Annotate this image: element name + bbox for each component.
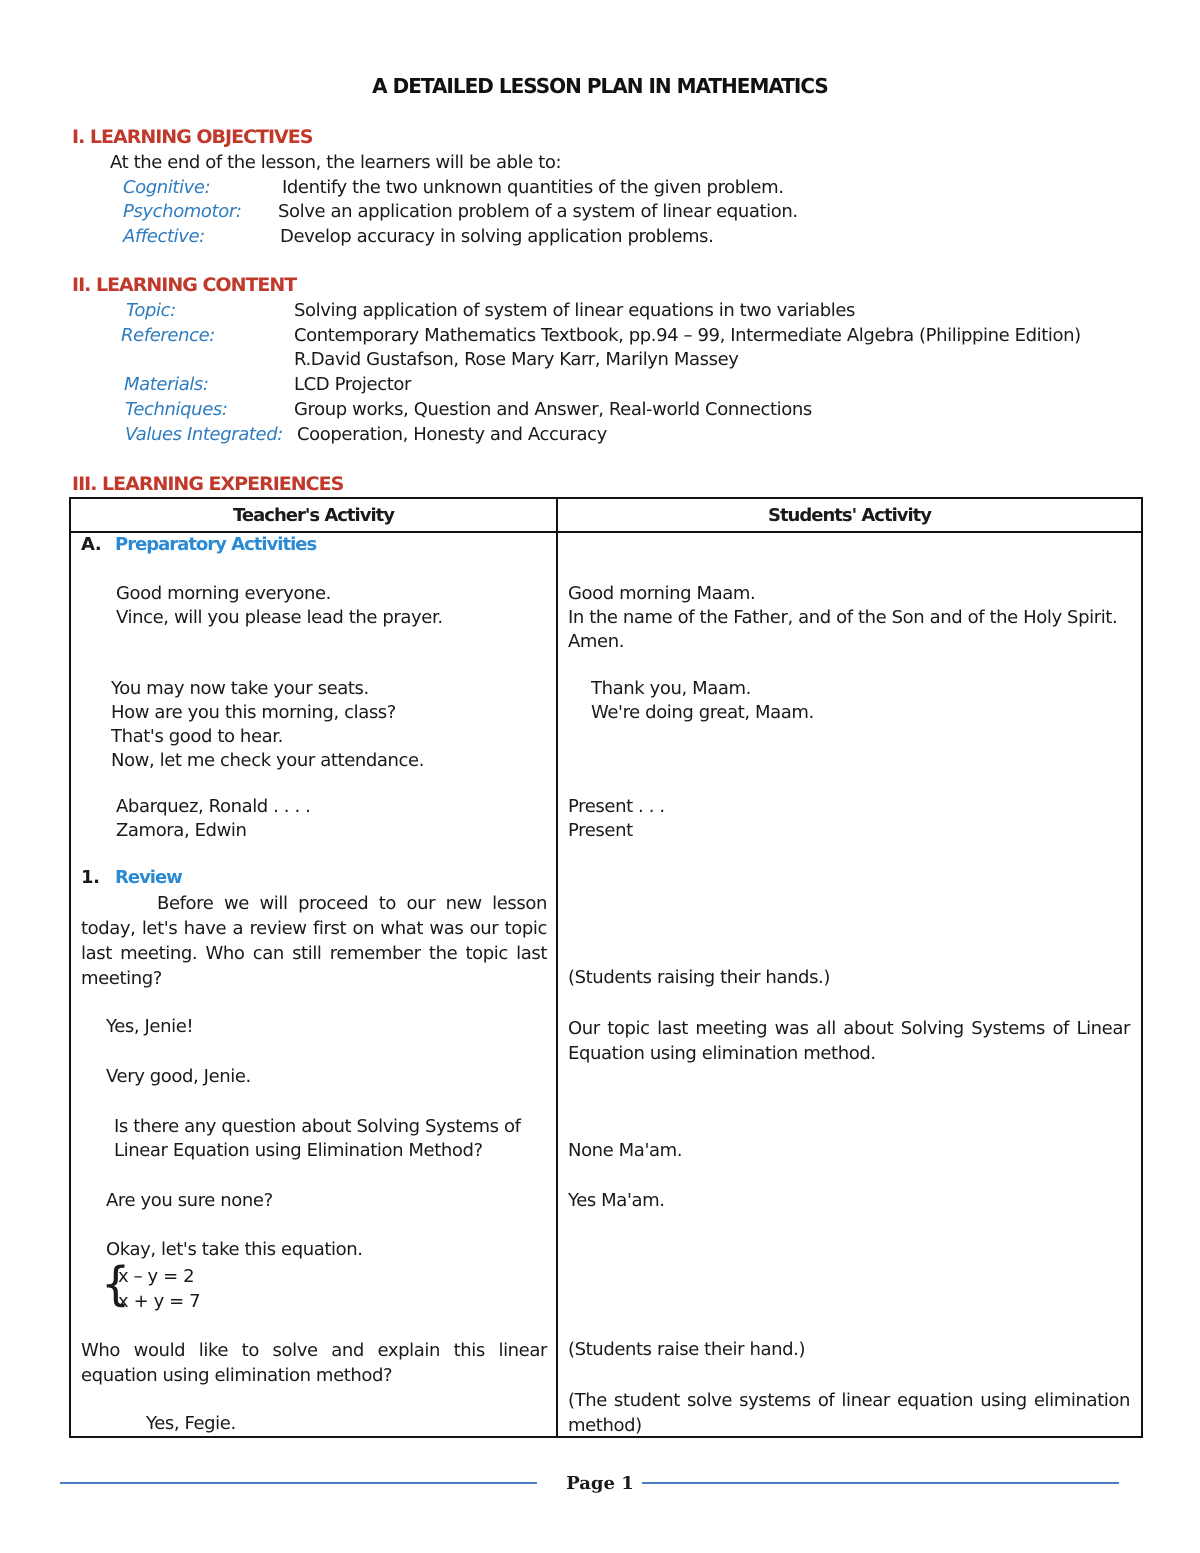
objectives-intro: At the end of the lesson, the learners will be able to: (110, 152, 562, 173)
document-title: A DETAILED LESSON PLAN IN MATHEMATICS (372, 74, 828, 98)
section-a-letter: A. (81, 534, 102, 555)
students-prayer-line1: In the name of the Father, and of the Son and of the Holy Spirit. (568, 607, 1118, 628)
teacher-yes-jenie: Yes, Jenie! (106, 1016, 194, 1037)
objective-label-psychomotor: Psychomotor: (123, 201, 242, 222)
content-label-techniques: Techniques: (125, 399, 228, 420)
students-thanks: Thank you, Maam. (591, 678, 751, 699)
objective-text-affective: Develop accuracy in solving application problems. (280, 226, 714, 247)
students-doing-great: We're doing great, Maam. (591, 702, 814, 723)
content-label-reference: Reference: (121, 325, 215, 346)
students-solve: (The student solve systems of linear equation using elimination method) (568, 1390, 1130, 1436)
equation-1: x – y = 2 (118, 1266, 195, 1287)
students-activity-cell (558, 533, 1141, 1436)
teacher-good-to-hear: That's good to hear. (111, 726, 283, 747)
review-number: 1. (81, 867, 100, 888)
footer-rule-right (642, 1482, 1119, 1484)
students-yes: Yes Ma'am. (568, 1190, 665, 1211)
page-number: Page 1 (566, 1473, 634, 1494)
teacher-take-equation: Okay, let's take this equation. (106, 1239, 363, 1260)
teacher-activity-header: Teacher's Activity (70, 498, 557, 532)
teacher-are-you-sure: Are you sure none? (106, 1190, 273, 1211)
objective-label-affective: Affective: (123, 226, 205, 247)
review-prompt: Before we will proceed to our new lesson today, let's have a review first on what was our topic last meeting. Who can still remember the topic last meeting? (81, 893, 547, 989)
students-present-1: Present . . . (568, 796, 665, 817)
students-greeting: Good morning Maam. (568, 583, 756, 604)
students-present-2: Present (568, 820, 633, 841)
section-a-title: Preparatory Activities (115, 534, 317, 555)
objective-text-psychomotor: Solve an application problem of a system of linear equation. (278, 201, 798, 222)
teacher-very-good: Very good, Jenie. (106, 1066, 251, 1087)
students-raise-hand: (Students raise their hand.) (568, 1339, 806, 1360)
content-label-materials: Materials: (124, 374, 209, 395)
content-text-materials: LCD Projector (294, 374, 411, 395)
content-label-topic: Topic: (126, 300, 176, 321)
students-topic-answer: Our topic last meeting was all about Solving Systems of Linear Equation using elimination method. (568, 1018, 1130, 1064)
objective-label-cognitive: Cognitive: (123, 177, 211, 198)
students-raising-hands: (Students raising their hands.) (568, 967, 831, 988)
teacher-yes-fegie: Yes, Fegie. (146, 1413, 236, 1434)
content-text-values: Cooperation, Honesty and Accuracy (297, 424, 607, 445)
content-label-values: Values Integrated: (125, 424, 283, 445)
attendance-name-2: Zamora, Edwin (116, 820, 247, 841)
students-prayer-line2: Amen. (568, 631, 625, 652)
equation-2: x + y = 7 (118, 1291, 201, 1312)
teacher-seats: You may now take your seats. (111, 678, 369, 699)
students-activity-header: Students' Activity (557, 498, 1142, 532)
teacher-greeting: Good morning everyone. (116, 583, 331, 604)
system-brace: { (101, 1257, 130, 1311)
content-heading: II. LEARNING CONTENT (72, 274, 297, 296)
content-text-topic: Solving application of system of linear equations in two variables (294, 300, 855, 321)
content-text-techniques: Group works, Question and Answer, Real-world Connections (294, 399, 812, 420)
attendance-name-1: Abarquez, Ronald . . . . (116, 796, 311, 817)
teacher-attendance: Now, let me check your attendance. (111, 750, 425, 771)
teacher-activity-cell (71, 533, 556, 1436)
teacher-who-solve: Who would like to solve and explain this linear equation using elimination method? (81, 1340, 547, 1386)
review-title: Review (115, 867, 182, 888)
teacher-question-line1: Is there any question about Solving Systems of (114, 1116, 521, 1137)
content-text-authors: R.David Gustafson, Rose Mary Karr, Marilyn Massey (294, 349, 739, 370)
objective-text-cognitive: Identify the two unknown quantities of the given problem. (282, 177, 784, 198)
teacher-question-line2: Linear Equation using Elimination Method? (114, 1140, 483, 1161)
experiences-heading: III. LEARNING EXPERIENCES (72, 473, 344, 495)
students-none: None Ma'am. (568, 1140, 683, 1161)
teacher-how-are-you: How are you this morning, class? (111, 702, 396, 723)
teacher-prayer-request: Vince, will you please lead the prayer. (116, 607, 443, 628)
content-text-reference: Contemporary Mathematics Textbook, pp.94 – 99, Intermediate Algebra (Philippine Edition) (294, 325, 1081, 346)
objectives-heading: I. LEARNING OBJECTIVES (72, 126, 313, 148)
learning-experiences-table (69, 497, 1143, 1438)
